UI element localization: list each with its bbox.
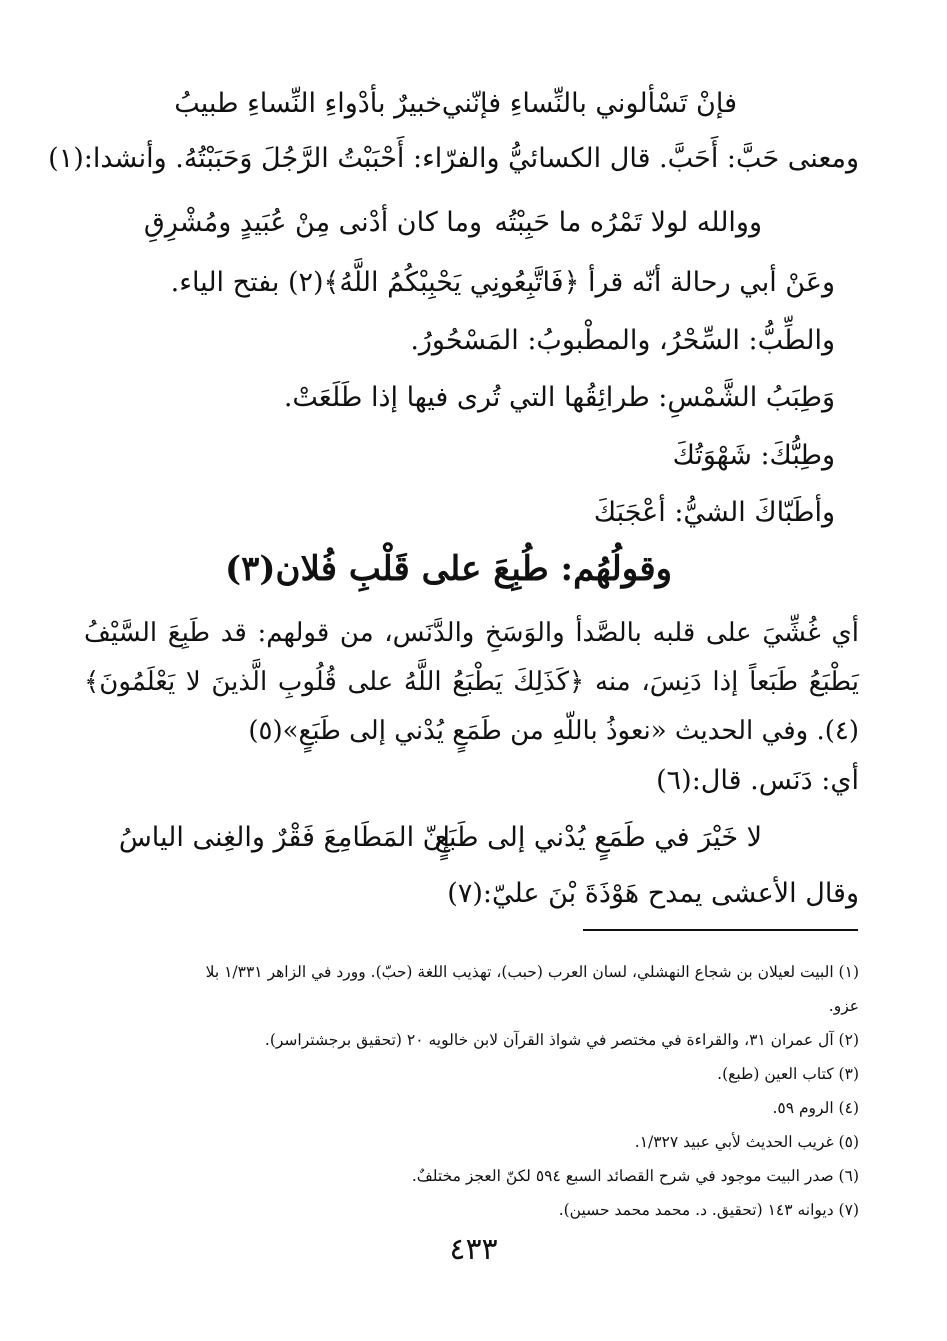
section-heading: وقولُهُم: طُبِعَ على قَلْبِ فُلان(٣): [225, 549, 672, 589]
verse1-left-hemistich: خبيرٌ بأدْواءِ النِّساءِ طبيبُ: [174, 88, 442, 119]
verse3-right-hemistich: لا خَيْرَ في طَمَعٍ يُدْني إلى طَبَعٍ: [434, 822, 762, 853]
text-line-dans: أي: دَنَس. قال:(٦): [656, 765, 859, 796]
text-line: وأطَبّاكَ الشيُّ: أعْجَبَكَ: [593, 497, 835, 528]
footnote: عزو.: [828, 997, 859, 1015]
page-number: ٤٣٣: [449, 1232, 498, 1267]
text-line: والطِّبُّ: السِّحْرُ، والمطْبوبُ: المَسْحُورُ.: [410, 325, 835, 356]
text-line-meaning: ومعنى حَبَّ: أَحَبَّ. قال الكسائيُّ والفرّاء: أَحْبَبْتُ الرَّجُلَ وَحَبَبْتُهُ. وأنشدا:(١): [48, 143, 859, 174]
text-line: وَطِبَبُ الشَّمْسِ: طرائِقُها التي تُرى فيها إذا طَلَعَتْ.: [283, 382, 835, 413]
footnotes: [104, 955, 859, 1227]
text-line: وعَنْ أبي رحالة أنّه قرأ ﴿فَاتَّبِعُونِي يَحْبِبْكُمُ اللَّهُ﴾(٢) بفتح الياء.: [170, 267, 835, 298]
footnote: (١) البيت لعيلان بن شجاع النهشلي، لسان العرب (حبب)، تهذيب اللغة (حبّ). وورد في الزاهر ١/٣٣١ بلا: [205, 963, 859, 981]
text-line-asha: وقال الأعشى يمدح هَوْذَةَ بْنَ عليّ:(٧): [447, 878, 859, 909]
footnote: (٣) كتاب العين (طبع).: [717, 1065, 859, 1083]
text-line: وطِبُّكَ: شَهْوَتُكَ: [672, 440, 835, 471]
body-paragraph: أي غُشِّيَ على قلبه بالصَّدأ والوَسَخِ والدَّنَس، من قولهم: قد طَبِعَ السَّيْفُ يَطْبَعُ طَبَعاً إذا دَنِسَ، منه ﴿كَذَلِكَ يَطْبَعُ اللَّهُ على قُلُوبِ الَّذينَ لا يَعْلَمُونَ﴾(٤). وفي الحديث «نعوذُ باللّهِ من طَمَعٍ يُدْني إلى طَبَعٍ»(٥): [84, 618, 859, 746]
footnote: (٤) الروم ٥٩.: [772, 1099, 859, 1117]
verse1-right-hemistich: فإنْ تَسْألوني بالنِّساءِ فإنّني: [441, 88, 737, 119]
footnote: (٥) غريب الحديث لأبي عبيد ١/٣٢٧.: [634, 1133, 859, 1151]
footnote: (٦) صدر البيت موجود في شرح القصائد السبع ٥٩٤ لكنّ العجز مختلفٌ.: [411, 1167, 859, 1185]
verse3-left-hemistich: إنّ المَطَامِعَ فَقْرٌ والغِنى الياسُ: [118, 822, 450, 853]
footnote: (٢) آل عمران ٣١، والقراءة في مختصر في شواذ القرآن لابن خالويه ٢٠ (تحقيق برجشتراسر).: [264, 1031, 859, 1049]
verse2-right-hemistich: ووالله لولا تَمْرُه ما حَبِبْتُه: [494, 207, 762, 238]
verse2-left-hemistich: وما كان أدْنى مِنْ عُبَيدٍ ومُشْرِقِ: [143, 207, 482, 238]
footnote: (٧) ديوانه ١٤٣ (تحقيق. د. محمد محمد حسين).: [558, 1201, 859, 1219]
footnote-separator: [583, 929, 858, 931]
